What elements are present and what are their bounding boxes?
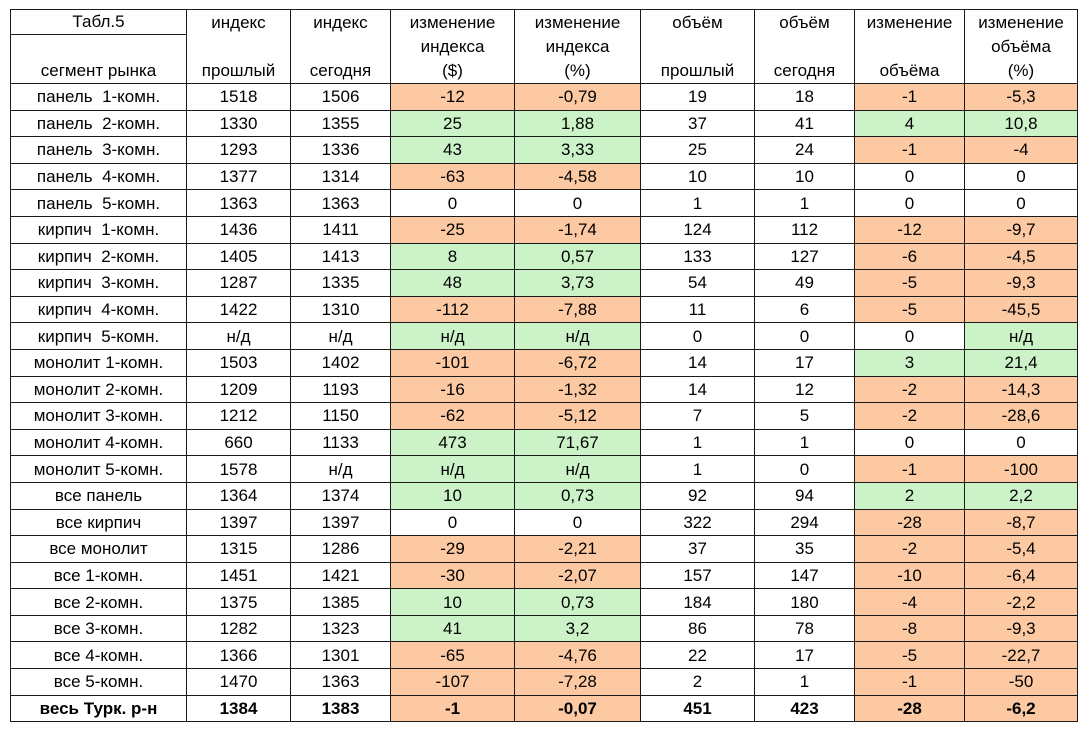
index-change-usd-cell: 41 xyxy=(391,615,515,642)
table-row xyxy=(11,482,1078,509)
segment-cell: все 2-комн. xyxy=(11,589,187,616)
volume-today-cell: 1 xyxy=(755,429,855,456)
volume-change-pct-cell: -5,4 xyxy=(965,536,1078,563)
index-change-pct-cell: -2,21 xyxy=(515,536,641,563)
volume-today-cell: 147 xyxy=(755,562,855,589)
volume-today-cell: 1 xyxy=(755,190,855,217)
volume-change-pct-cell: -9,3 xyxy=(965,615,1078,642)
volume-prev-cell: 14 xyxy=(641,349,755,376)
volume-today-cell: 5 xyxy=(755,403,855,430)
volume-today-cell: 423 xyxy=(755,695,855,722)
index-change-usd-cell: 0 xyxy=(391,509,515,536)
index-today-cell: 1193 xyxy=(291,376,391,403)
index-today-cell: 1323 xyxy=(291,615,391,642)
index-prev-cell: 1470 xyxy=(187,669,291,696)
volume-change-pct-cell: -9,3 xyxy=(965,270,1078,297)
volume-today-cell: 78 xyxy=(755,615,855,642)
index-today-cell: 1355 xyxy=(291,110,391,137)
index-change-usd-cell: -107 xyxy=(391,669,515,696)
volume-prev-cell: 1 xyxy=(641,190,755,217)
table-row xyxy=(11,589,1078,616)
table-row xyxy=(11,349,1078,376)
volume-change-cell: 0 xyxy=(855,429,965,456)
index-change-pct-cell: 3,33 xyxy=(515,137,641,164)
table-label: Табл.5 xyxy=(72,12,125,31)
volume-change-pct-cell: н/д xyxy=(965,323,1078,350)
volume-prev-cell: 19 xyxy=(641,84,755,111)
index-today-cell: 1363 xyxy=(291,669,391,696)
segment-cell: панель 4-комн. xyxy=(11,163,187,190)
segment-cell: все 4-комн. xyxy=(11,642,187,669)
volume-change-pct-cell: -9,7 xyxy=(965,216,1078,243)
table-row xyxy=(11,216,1078,243)
volume-change-cell: -1 xyxy=(855,669,965,696)
index-change-pct-cell: -2,07 xyxy=(515,562,641,589)
table-row xyxy=(11,323,1078,350)
index-change-pct-cell: 0,73 xyxy=(515,482,641,509)
segment-cell: все 5-комн. xyxy=(11,669,187,696)
segment-cell: монолит 4-комн. xyxy=(11,429,187,456)
volume-change-cell: 2 xyxy=(855,482,965,509)
index-change-pct-cell: -0,79 xyxy=(515,84,641,111)
header-volume-today: объём сегодня xyxy=(755,10,855,84)
volume-prev-cell: 184 xyxy=(641,589,755,616)
index-change-usd-cell: 8 xyxy=(391,243,515,270)
segment-cell: монолит 2-комн. xyxy=(11,376,187,403)
volume-prev-cell: 2 xyxy=(641,669,755,696)
volume-prev-cell: 54 xyxy=(641,270,755,297)
index-change-usd-cell: -101 xyxy=(391,349,515,376)
index-today-cell: 1363 xyxy=(291,190,391,217)
volume-change-cell: -2 xyxy=(855,376,965,403)
volume-change-cell: -10 xyxy=(855,562,965,589)
index-prev-cell: 1405 xyxy=(187,243,291,270)
volume-change-pct-cell: 10,8 xyxy=(965,110,1078,137)
index-today-cell: 1383 xyxy=(291,695,391,722)
volume-prev-cell: 11 xyxy=(641,296,755,323)
table-row xyxy=(11,536,1078,563)
volume-change-cell: -12 xyxy=(855,216,965,243)
table-row xyxy=(11,84,1078,111)
volume-change-cell: 3 xyxy=(855,349,965,376)
index-prev-cell: н/д xyxy=(187,323,291,350)
index-change-usd-cell: -12 xyxy=(391,84,515,111)
index-change-usd-cell: -65 xyxy=(391,642,515,669)
segment-cell: монолит 1-комн. xyxy=(11,349,187,376)
volume-change-pct-cell: -22,7 xyxy=(965,642,1078,669)
index-prev-cell: 1451 xyxy=(187,562,291,589)
volume-prev-cell: 157 xyxy=(641,562,755,589)
index-prev-cell: 1578 xyxy=(187,456,291,483)
volume-prev-cell: 10 xyxy=(641,163,755,190)
volume-prev-cell: 451 xyxy=(641,695,755,722)
table-row xyxy=(11,429,1078,456)
volume-today-cell: 6 xyxy=(755,296,855,323)
index-today-cell: 1374 xyxy=(291,482,391,509)
volume-change-cell: -8 xyxy=(855,615,965,642)
index-change-pct-cell: -5,12 xyxy=(515,403,641,430)
header-index-today: индекс сегодня xyxy=(291,10,391,84)
index-today-cell: н/д xyxy=(291,323,391,350)
index-change-pct-cell: 3,73 xyxy=(515,270,641,297)
index-change-pct-cell: -1,74 xyxy=(515,216,641,243)
volume-change-pct-cell: 0 xyxy=(965,429,1078,456)
index-change-usd-cell: 0 xyxy=(391,190,515,217)
segment-cell: панель 3-комн. xyxy=(11,137,187,164)
header-volume-change: изменение объёма xyxy=(855,10,965,84)
volume-today-cell: 180 xyxy=(755,589,855,616)
volume-change-cell: -1 xyxy=(855,456,965,483)
index-change-pct-cell: -0,07 xyxy=(515,695,641,722)
volume-change-pct-cell: 0 xyxy=(965,190,1078,217)
index-prev-cell: 1436 xyxy=(187,216,291,243)
index-change-usd-cell: -25 xyxy=(391,216,515,243)
index-change-pct-cell: 0 xyxy=(515,509,641,536)
index-today-cell: 1421 xyxy=(291,562,391,589)
volume-change-pct-cell: -14,3 xyxy=(965,376,1078,403)
volume-today-cell: 94 xyxy=(755,482,855,509)
volume-today-cell: 17 xyxy=(755,349,855,376)
table-row xyxy=(11,137,1078,164)
index-today-cell: 1411 xyxy=(291,216,391,243)
table-header xyxy=(11,10,1078,84)
volume-change-cell: -2 xyxy=(855,536,965,563)
table-row xyxy=(11,110,1078,137)
volume-change-cell: -5 xyxy=(855,296,965,323)
header-index-change-usd: изменение индекса ($) xyxy=(391,10,515,84)
segment-header: сегмент рынка xyxy=(40,61,157,80)
index-change-pct-cell: н/д xyxy=(515,323,641,350)
volume-change-cell: 0 xyxy=(855,163,965,190)
index-change-pct-cell: 0,57 xyxy=(515,243,641,270)
segment-cell: кирпич 4-комн. xyxy=(11,296,187,323)
index-prev-cell: 1377 xyxy=(187,163,291,190)
volume-today-cell: 294 xyxy=(755,509,855,536)
volume-today-cell: 1 xyxy=(755,669,855,696)
index-change-usd-cell: н/д xyxy=(391,323,515,350)
index-change-usd-cell: -1 xyxy=(391,695,515,722)
index-change-pct-cell: 71,67 xyxy=(515,429,641,456)
volume-change-cell: -6 xyxy=(855,243,965,270)
index-change-pct-cell: 1,88 xyxy=(515,110,641,137)
volume-prev-cell: 92 xyxy=(641,482,755,509)
index-change-usd-cell: 10 xyxy=(391,482,515,509)
table-row xyxy=(11,669,1078,696)
volume-change-pct-cell: -100 xyxy=(965,456,1078,483)
volume-prev-cell: 14 xyxy=(641,376,755,403)
table-row xyxy=(11,270,1078,297)
table-row xyxy=(11,403,1078,430)
volume-change-cell: -28 xyxy=(855,695,965,722)
volume-today-cell: 0 xyxy=(755,456,855,483)
index-change-pct-cell: -4,58 xyxy=(515,163,641,190)
index-prev-cell: 1330 xyxy=(187,110,291,137)
volume-prev-cell: 1 xyxy=(641,456,755,483)
volume-today-cell: 12 xyxy=(755,376,855,403)
volume-today-cell: 35 xyxy=(755,536,855,563)
table-row xyxy=(11,509,1078,536)
volume-today-cell: 112 xyxy=(755,216,855,243)
volume-change-pct-cell: 2,2 xyxy=(965,482,1078,509)
index-today-cell: 1402 xyxy=(291,349,391,376)
table-row xyxy=(11,456,1078,483)
segment-cell: панель 5-комн. xyxy=(11,190,187,217)
volume-today-cell: 41 xyxy=(755,110,855,137)
index-change-usd-cell: -112 xyxy=(391,296,515,323)
index-change-usd-cell: 10 xyxy=(391,589,515,616)
index-change-usd-cell: -30 xyxy=(391,562,515,589)
volume-prev-cell: 322 xyxy=(641,509,755,536)
volume-today-cell: 17 xyxy=(755,642,855,669)
table-row xyxy=(11,296,1078,323)
index-prev-cell: 1503 xyxy=(187,349,291,376)
segment-cell: монолит 3-комн. xyxy=(11,403,187,430)
volume-change-cell: -5 xyxy=(855,270,965,297)
index-today-cell: 1336 xyxy=(291,137,391,164)
volume-change-pct-cell: -6,2 xyxy=(965,695,1078,722)
table-row xyxy=(11,642,1078,669)
table-row xyxy=(11,190,1078,217)
index-prev-cell: 1282 xyxy=(187,615,291,642)
volume-prev-cell: 7 xyxy=(641,403,755,430)
header-volume-prev: объём прошлый xyxy=(641,10,755,84)
volume-prev-cell: 86 xyxy=(641,615,755,642)
header-index-prev: индекс прошлый xyxy=(187,10,291,84)
index-prev-cell: 660 xyxy=(187,429,291,456)
index-prev-cell: 1375 xyxy=(187,589,291,616)
index-change-pct-cell: -7,28 xyxy=(515,669,641,696)
table-row xyxy=(11,243,1078,270)
volume-change-pct-cell: -6,4 xyxy=(965,562,1078,589)
volume-change-cell: 4 xyxy=(855,110,965,137)
segment-cell: кирпич 3-комн. xyxy=(11,270,187,297)
volume-today-cell: 18 xyxy=(755,84,855,111)
volume-change-pct-cell: -8,7 xyxy=(965,509,1078,536)
volume-change-cell: -5 xyxy=(855,642,965,669)
volume-prev-cell: 22 xyxy=(641,642,755,669)
index-prev-cell: 1209 xyxy=(187,376,291,403)
table-row xyxy=(11,615,1078,642)
index-change-pct-cell: н/д xyxy=(515,456,641,483)
volume-change-pct-cell: -28,6 xyxy=(965,403,1078,430)
index-change-pct-cell: -1,32 xyxy=(515,376,641,403)
segment-cell: монолит 5-комн. xyxy=(11,456,187,483)
index-today-cell: 1301 xyxy=(291,642,391,669)
volume-change-pct-cell: -2,2 xyxy=(965,589,1078,616)
segment-cell: кирпич 1-комн. xyxy=(11,216,187,243)
index-change-usd-cell: 43 xyxy=(391,137,515,164)
segment-cell: все кирпич xyxy=(11,509,187,536)
table-body xyxy=(11,84,1078,722)
volume-change-pct-cell: -5,3 xyxy=(965,84,1078,111)
index-change-usd-cell: -62 xyxy=(391,403,515,430)
index-prev-cell: 1366 xyxy=(187,642,291,669)
segment-cell: все 1-комн. xyxy=(11,562,187,589)
index-change-usd-cell: -29 xyxy=(391,536,515,563)
index-today-cell: 1286 xyxy=(291,536,391,563)
index-change-usd-cell: -16 xyxy=(391,376,515,403)
volume-today-cell: 127 xyxy=(755,243,855,270)
index-change-usd-cell: н/д xyxy=(391,456,515,483)
index-change-usd-cell: 48 xyxy=(391,270,515,297)
index-prev-cell: 1287 xyxy=(187,270,291,297)
segment-cell: все монолит xyxy=(11,536,187,563)
index-today-cell: н/д xyxy=(291,456,391,483)
volume-change-pct-cell: -4,5 xyxy=(965,243,1078,270)
volume-change-pct-cell: 0 xyxy=(965,163,1078,190)
table-row xyxy=(11,376,1078,403)
volume-change-cell: -2 xyxy=(855,403,965,430)
index-prev-cell: 1293 xyxy=(187,137,291,164)
index-prev-cell: 1364 xyxy=(187,482,291,509)
index-today-cell: 1150 xyxy=(291,403,391,430)
index-today-cell: 1506 xyxy=(291,84,391,111)
segment-cell: весь Турк. р-н xyxy=(11,695,187,722)
volume-change-cell: -1 xyxy=(855,84,965,111)
market-segment-table xyxy=(10,9,1078,722)
index-today-cell: 1133 xyxy=(291,429,391,456)
segment-cell: все панель xyxy=(11,482,187,509)
index-prev-cell: 1518 xyxy=(187,84,291,111)
volume-prev-cell: 25 xyxy=(641,137,755,164)
index-change-pct-cell: 0 xyxy=(515,190,641,217)
segment-cell: панель 1-комн. xyxy=(11,84,187,111)
segment-cell: кирпич 5-комн. xyxy=(11,323,187,350)
volume-prev-cell: 133 xyxy=(641,243,755,270)
volume-change-cell: -4 xyxy=(855,589,965,616)
volume-prev-cell: 37 xyxy=(641,110,755,137)
index-change-pct-cell: -7,88 xyxy=(515,296,641,323)
index-change-pct-cell: 0,73 xyxy=(515,589,641,616)
table-row xyxy=(11,163,1078,190)
volume-today-cell: 10 xyxy=(755,163,855,190)
index-prev-cell: 1212 xyxy=(187,403,291,430)
volume-change-cell: 0 xyxy=(855,323,965,350)
table-row xyxy=(11,562,1078,589)
index-prev-cell: 1384 xyxy=(187,695,291,722)
index-prev-cell: 1363 xyxy=(187,190,291,217)
index-change-pct-cell: -6,72 xyxy=(515,349,641,376)
table-row xyxy=(11,695,1078,722)
segment-cell: кирпич 2-комн. xyxy=(11,243,187,270)
volume-change-pct-cell: -4 xyxy=(965,137,1078,164)
volume-today-cell: 49 xyxy=(755,270,855,297)
index-prev-cell: 1397 xyxy=(187,509,291,536)
volume-today-cell: 24 xyxy=(755,137,855,164)
index-change-usd-cell: -63 xyxy=(391,163,515,190)
index-change-pct-cell: 3,2 xyxy=(515,615,641,642)
segment-header-cell xyxy=(11,35,187,84)
volume-change-cell: 0 xyxy=(855,190,965,217)
index-today-cell: 1413 xyxy=(291,243,391,270)
header-index-change-pct: изменение индекса (%) xyxy=(515,10,641,84)
index-today-cell: 1310 xyxy=(291,296,391,323)
volume-change-pct-cell: -45,5 xyxy=(965,296,1078,323)
volume-today-cell: 0 xyxy=(755,323,855,350)
volume-prev-cell: 1 xyxy=(641,429,755,456)
index-change-pct-cell: -4,76 xyxy=(515,642,641,669)
index-change-usd-cell: 25 xyxy=(391,110,515,137)
volume-change-cell: -28 xyxy=(855,509,965,536)
index-prev-cell: 1315 xyxy=(187,536,291,563)
volume-change-cell: -1 xyxy=(855,137,965,164)
segment-cell: панель 2-комн. xyxy=(11,110,187,137)
index-today-cell: 1335 xyxy=(291,270,391,297)
table-label-cell xyxy=(11,10,187,35)
index-change-usd-cell: 473 xyxy=(391,429,515,456)
volume-change-pct-cell: -50 xyxy=(965,669,1078,696)
segment-cell: все 3-комн. xyxy=(11,615,187,642)
index-today-cell: 1385 xyxy=(291,589,391,616)
volume-prev-cell: 37 xyxy=(641,536,755,563)
index-today-cell: 1397 xyxy=(291,509,391,536)
index-prev-cell: 1422 xyxy=(187,296,291,323)
index-today-cell: 1314 xyxy=(291,163,391,190)
volume-prev-cell: 0 xyxy=(641,323,755,350)
volume-change-pct-cell: 21,4 xyxy=(965,349,1078,376)
volume-prev-cell: 124 xyxy=(641,216,755,243)
header-volume-change-pct: изменение объёма (%) xyxy=(965,10,1078,84)
